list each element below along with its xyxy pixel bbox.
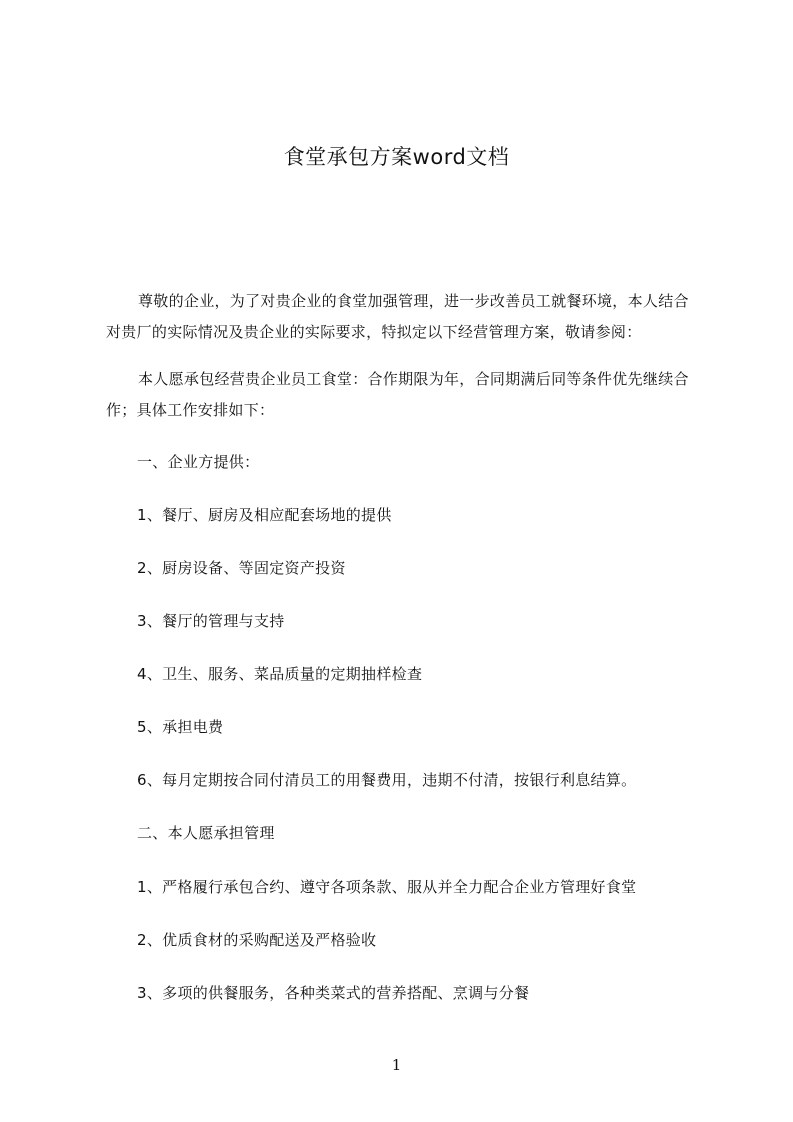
section-heading-contractor: 二、本人愿承担管理 — [137, 824, 275, 842]
list-item: 4、卫生、服务、菜品质量的定期抽样检查 — [137, 665, 423, 683]
contract-paragraph: 本人愿承包经营贵企业员工食堂：合作期限为年，合同期满后同等条件优先继续合作；具体工作安排如下： — [106, 370, 689, 419]
document-title: 食堂承包方案word文档 — [283, 145, 510, 169]
section-heading-company: 一、企业方提供： — [137, 453, 260, 471]
list-item: 1、严格履行承包合约、遵守各项条款、服从并全力配合企业方管理好食堂 — [137, 878, 637, 896]
list-item: 2、厨房设备、等固定资产投资 — [137, 559, 346, 577]
list-item: 2、优质食材的采购配送及严格验收 — [137, 931, 377, 949]
list-item: 3、多项的供餐服务，各种类菜式的营养搭配、烹调与分餐 — [137, 984, 530, 1002]
list-item: 5、承担电费 — [137, 718, 224, 736]
list-item: 1、餐厅、厨房及相应配套场地的提供 — [137, 506, 392, 524]
intro-paragraph: 尊敬的企业，为了对贵企业的食堂加强管理，进一步改善员工就餐环境，本人结合对贵厂的实际情况及贵企业的实际要求，特拟定以下经营管理方案，敬请参阅： — [106, 292, 689, 341]
list-item: 6、每月定期按合同付清员工的用餐费用，违期不付清，按银行利息结算。 — [137, 771, 637, 789]
list-item: 3、餐厅的管理与支持 — [137, 612, 285, 630]
page-number: 1 — [391, 1056, 402, 1074]
